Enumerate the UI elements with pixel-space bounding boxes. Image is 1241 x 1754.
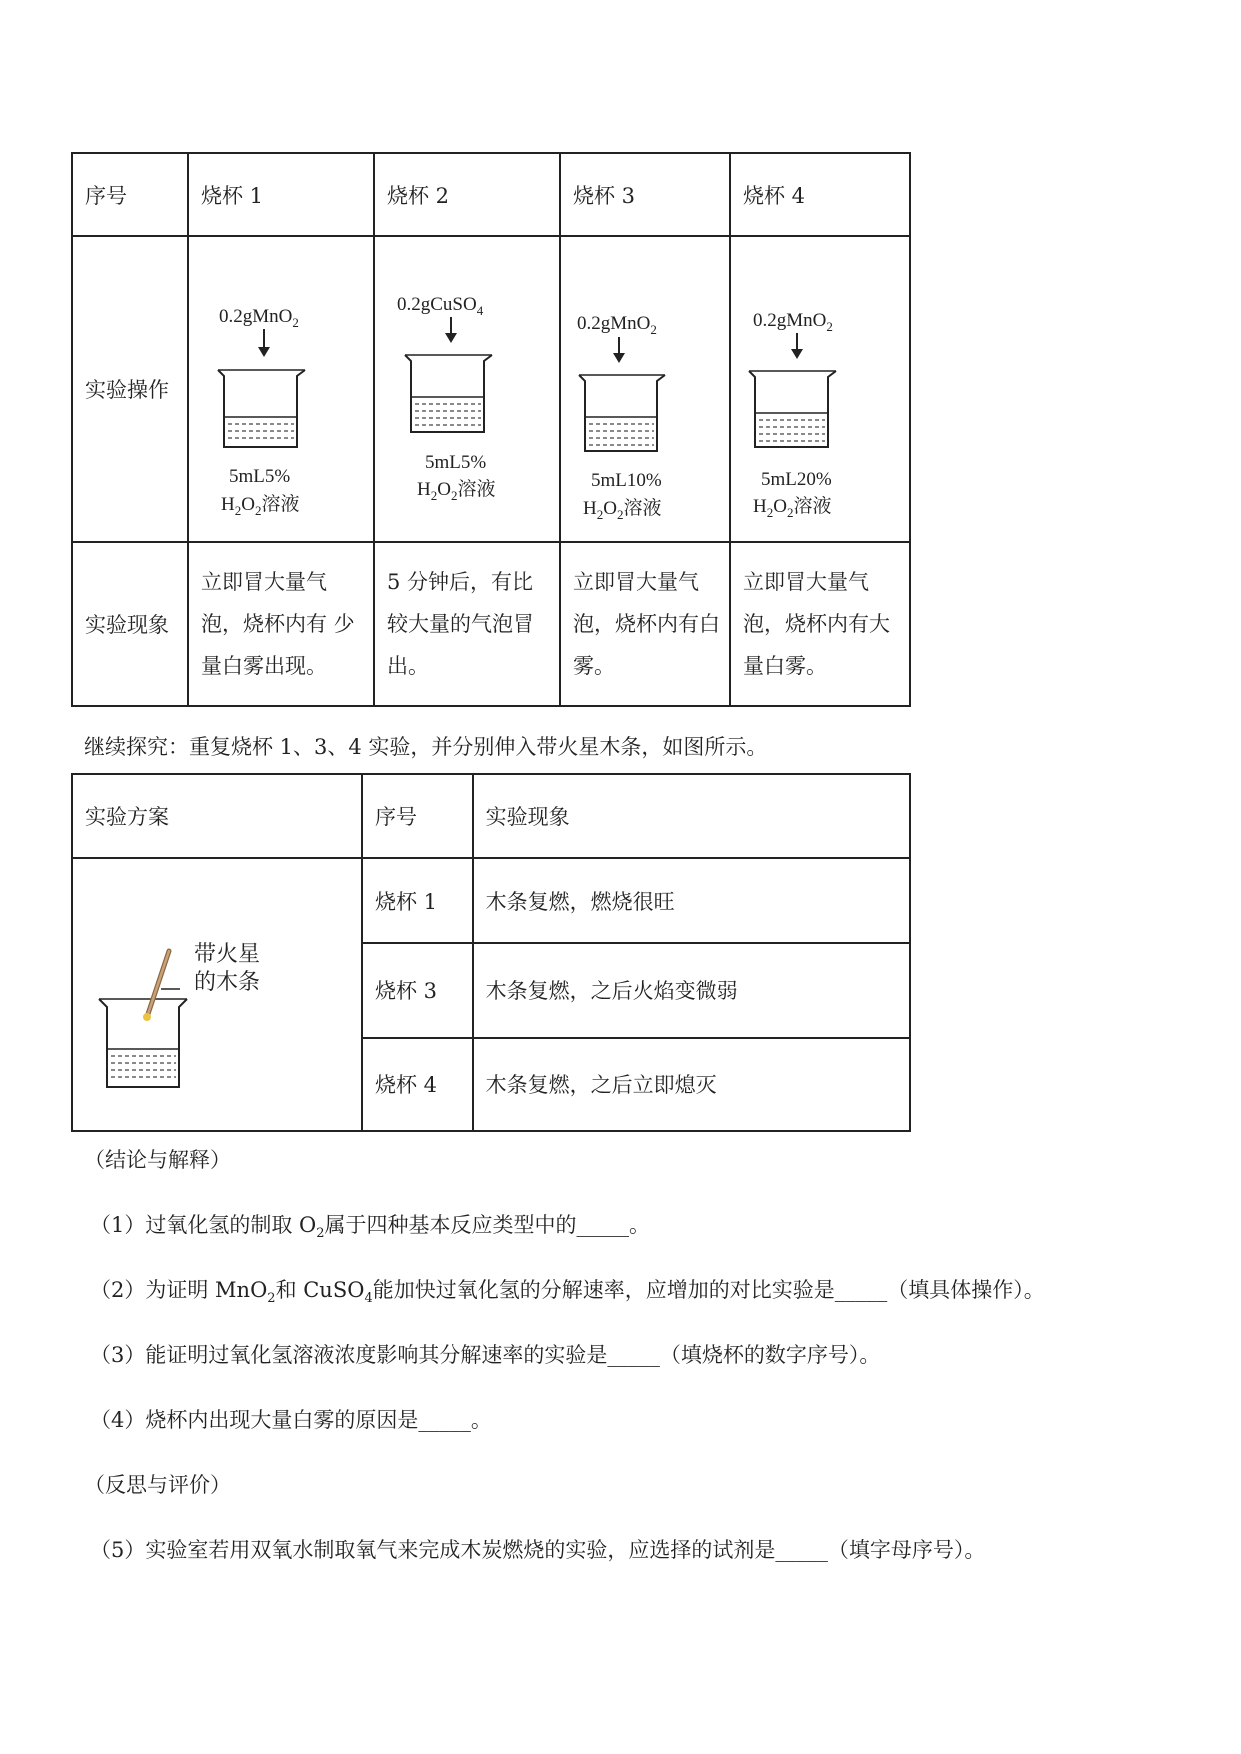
- beaker-diagram: [189, 237, 373, 536]
- beaker-2-figure: [374, 236, 560, 542]
- phenomenon-cell: 5 分钟后，有比较大量的气泡冒出。: [374, 542, 560, 706]
- conclusion-heading: （结论与解释）: [84, 1148, 231, 1172]
- header-cell: 烧杯 2: [374, 153, 560, 236]
- header-cell: 实验方案: [72, 774, 362, 858]
- svg-text:H2O2溶液: $H_2O_2$溶液: [583, 497, 662, 522]
- svg-text:5mL5%: 5mL5%: [425, 452, 487, 473]
- svg-text:5mL20%: 5mL20%: [761, 469, 832, 490]
- svg-text:带火星: 带火星: [194, 942, 261, 967]
- beaker-id: 烧杯 3: [362, 943, 473, 1037]
- phenomenon-cell: 立即冒大量气泡，烧杯内有 少量白雾出现。: [188, 542, 374, 706]
- phenomenon-cell: 立即冒大量气泡，烧杯内有白雾。: [560, 542, 730, 706]
- reflection-heading: （反思与评价）: [84, 1473, 231, 1497]
- header-cell: 烧杯 1: [188, 153, 374, 236]
- header-cell: 烧杯 4: [730, 153, 910, 236]
- svg-text:的木条: 的木条: [194, 970, 261, 995]
- question-2: （2）为证明 MnO$_2$和 CuSO$_4$能加快过氧化氢的分解速率，应增加的对比实验是_____（填具体操作）。: [90, 1278, 1045, 1307]
- splint-beaker-diagram: [73, 859, 361, 1125]
- operation-row: [72, 236, 910, 542]
- beaker-diagram: [375, 237, 559, 536]
- phenomenon-row: [72, 542, 910, 706]
- question-5: （5）实验室若用双氧水制取氧气来完成木炭燃烧的实验，应选择的试剂是_____（填字母序号）。: [90, 1538, 986, 1562]
- table-header-row: [72, 774, 910, 858]
- row-label: 实验现象: [72, 542, 188, 706]
- phenomenon-cell: 木条复燃，之后立即熄灭: [473, 1038, 910, 1131]
- header-cell: 实验现象: [473, 774, 910, 858]
- table-header-row: [72, 153, 910, 236]
- svg-text:H2O2溶液: $H_2O_2$溶液: [753, 495, 832, 520]
- beaker-diagram: [731, 237, 909, 536]
- beaker-3-figure: [560, 236, 730, 542]
- beaker-1-figure: [188, 236, 374, 542]
- svg-text:0.2gMnO2: 0.2gMnO$_2$: [753, 310, 833, 334]
- splint-test-table: [71, 773, 911, 1132]
- beaker-id: 烧杯 4: [362, 1038, 473, 1131]
- header-cell: 序号: [72, 153, 188, 236]
- splint-figure-cell: [72, 858, 362, 1131]
- svg-text:5mL5%: 5mL5%: [229, 466, 291, 487]
- phenomenon-cell: 木条复燃，燃烧很旺: [473, 858, 910, 943]
- svg-text:H2O2溶液: $H_2O_2$溶液: [417, 478, 496, 503]
- continue-text: 继续探究：重复烧杯 1、3、4 实验，并分别伸入带火星木条，如图所示。: [84, 735, 768, 759]
- phenomenon-cell: 木条复燃，之后火焰变微弱: [473, 943, 910, 1037]
- svg-text:0.2gMnO2: 0.2gMnO$_2$: [577, 313, 657, 337]
- question-4: （4）烧杯内出现大量白雾的原因是_____。: [90, 1408, 492, 1432]
- svg-text:5mL10%: 5mL10%: [591, 470, 662, 491]
- svg-text:0.2gMnO2: 0.2gMnO$_2$: [219, 306, 299, 330]
- svg-text:H2O2溶液: $H_2O_2$溶液: [221, 493, 300, 518]
- beaker-id: 烧杯 1: [362, 858, 473, 943]
- question-3: （3）能证明过氧化氢溶液浓度影响其分解速率的实验是_____（填烧杯的数字序号）。: [90, 1343, 881, 1367]
- beaker-4-figure: [730, 236, 910, 542]
- phenomenon-cell: 立即冒大量气泡，烧杯内有大量白雾。: [730, 542, 910, 706]
- row-label: 实验操作: [72, 236, 188, 542]
- experiment-table: [71, 152, 911, 707]
- question-1: （1）过氧化氢的制取 $O_2$属于四种基本反应类型中的_____。: [90, 1213, 651, 1242]
- table-row: [72, 858, 910, 943]
- header-cell: 序号: [362, 774, 473, 858]
- beaker-diagram: [561, 237, 729, 536]
- svg-text:0.2gCuSO4: 0.2gCuSO$_4$: [397, 294, 484, 318]
- header-cell: 烧杯 3: [560, 153, 730, 236]
